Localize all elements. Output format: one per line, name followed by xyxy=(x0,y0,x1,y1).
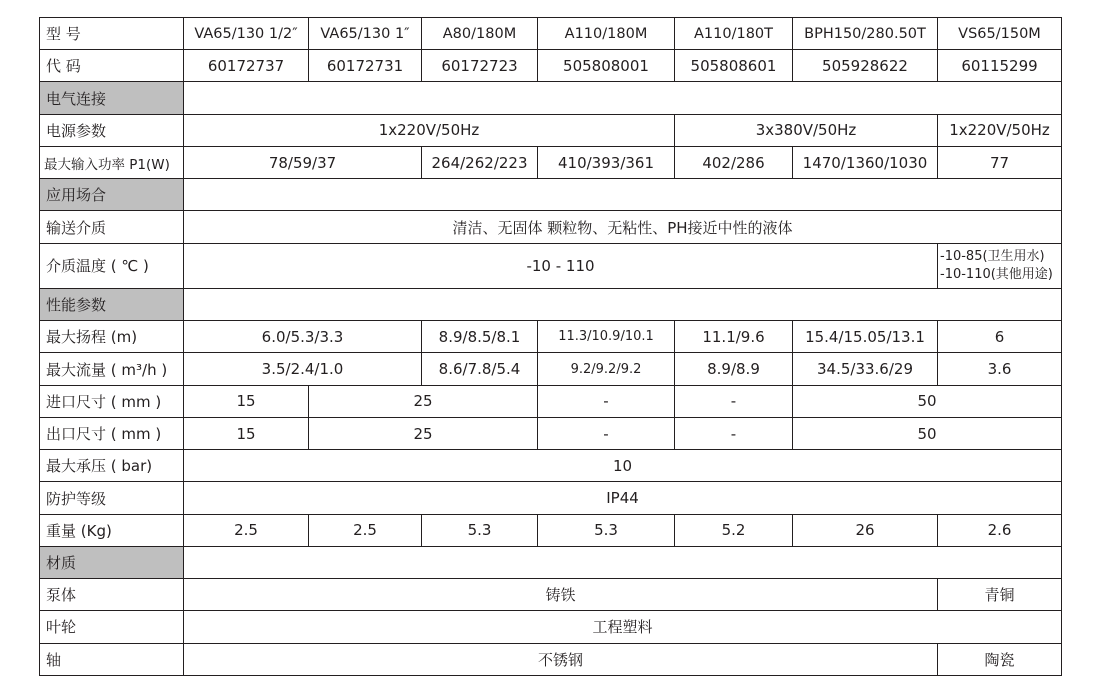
section-header-electrical: 电气连接 xyxy=(40,82,184,114)
weight-label: 重量 (Kg) xyxy=(40,514,184,546)
weight-cell: 2.5 xyxy=(184,514,309,546)
flow-label: 最大流量 ( m³/h ) xyxy=(40,353,184,385)
shaft-label: 轴 xyxy=(40,643,184,675)
flow-cell: 8.9/8.9 xyxy=(675,353,793,385)
section-header-performance: 性能参数 xyxy=(40,288,184,320)
power-row xyxy=(40,114,1062,146)
body-row xyxy=(40,579,1062,611)
impeller-label: 叶轮 xyxy=(40,611,184,643)
model-cell: A80/180M xyxy=(422,18,538,50)
max-power-row xyxy=(40,146,1062,178)
weight-row xyxy=(40,514,1062,546)
inlet-cell: 50 xyxy=(793,385,1062,417)
outlet-cell: 25 xyxy=(309,417,538,449)
body-cell: 铸铁 xyxy=(184,579,938,611)
inlet-cell: 15 xyxy=(184,385,309,417)
shaft-cell: 陶瓷 xyxy=(938,643,1062,675)
section-blank xyxy=(184,288,1062,320)
code-row xyxy=(40,50,1062,82)
protection-row xyxy=(40,482,1062,514)
temperature-row xyxy=(40,243,1062,288)
power-label: 电源参数 xyxy=(40,114,184,146)
weight-cell: 2.5 xyxy=(309,514,422,546)
head-cell: 6.0/5.3/3.3 xyxy=(184,321,422,353)
max-power-cell: 402/286 xyxy=(675,146,793,178)
weight-cell: 5.3 xyxy=(538,514,675,546)
flow-cell: 3.5/2.4/1.0 xyxy=(184,353,422,385)
flow-cell: 9.2/9.2/9.2 xyxy=(538,353,675,385)
outlet-row xyxy=(40,417,1062,449)
section-header-materials: 材质 xyxy=(40,546,184,578)
head-label: 最大扬程 (m) xyxy=(40,321,184,353)
code-cell: 505808001 xyxy=(538,50,675,82)
code-cell: 505808601 xyxy=(675,50,793,82)
weight-cell: 2.6 xyxy=(938,514,1062,546)
outlet-cell: 50 xyxy=(793,417,1062,449)
model-row xyxy=(40,18,1062,50)
shaft-row xyxy=(40,643,1062,675)
temperature-label: 介质温度 ( ℃ ) xyxy=(40,243,184,288)
power-cell: 1x220V/50Hz xyxy=(184,114,675,146)
impeller-cell: 工程塑料 xyxy=(184,611,1062,643)
shaft-cell: 不锈钢 xyxy=(184,643,938,675)
medium-label: 输送介质 xyxy=(40,211,184,243)
head-cell: 11.1/9.6 xyxy=(675,321,793,353)
code-cell: 60172737 xyxy=(184,50,309,82)
protection-cell: IP44 xyxy=(184,482,1062,514)
flow-cell: 8.6/7.8/5.4 xyxy=(422,353,538,385)
section-row-electrical xyxy=(40,82,1062,114)
body-label: 泵体 xyxy=(40,579,184,611)
model-label: 型 号 xyxy=(40,18,184,50)
flow-row xyxy=(40,353,1062,385)
section-row-performance xyxy=(40,288,1062,320)
medium-row xyxy=(40,211,1062,243)
head-row xyxy=(40,321,1062,353)
section-row-application xyxy=(40,179,1062,211)
power-cell: 3x380V/50Hz xyxy=(675,114,938,146)
outlet-cell: - xyxy=(538,417,675,449)
model-cell: BPH150/280.50T xyxy=(793,18,938,50)
outlet-cell: - xyxy=(675,417,793,449)
inlet-cell: - xyxy=(538,385,675,417)
code-cell: 60172723 xyxy=(422,50,538,82)
flow-cell: 3.6 xyxy=(938,353,1062,385)
head-cell: 8.9/8.5/8.1 xyxy=(422,321,538,353)
code-cell: 60115299 xyxy=(938,50,1062,82)
outlet-label: 出口尺寸 ( mm ) xyxy=(40,417,184,449)
pressure-label: 最大承压 ( bar) xyxy=(40,450,184,482)
body-cell: 青铜 xyxy=(938,579,1062,611)
flow-cell: 34.5/33.6/29 xyxy=(793,353,938,385)
section-blank xyxy=(184,82,1062,114)
head-cell: 6 xyxy=(938,321,1062,353)
head-cell: 11.3/10.9/10.1 xyxy=(538,321,675,353)
max-power-cell: 77 xyxy=(938,146,1062,178)
pump-spec-table xyxy=(39,17,1062,676)
temperature-sanitary: -10-85(卫生用水) xyxy=(940,248,1045,264)
weight-cell: 5.2 xyxy=(675,514,793,546)
medium-cell: 清洁、无固体 颗粒物、无粘性、PH接近中性的液体 xyxy=(184,211,1062,243)
outlet-cell: 15 xyxy=(184,417,309,449)
section-header-application: 应用场合 xyxy=(40,179,184,211)
temperature-cell: -10 - 110 xyxy=(184,243,938,288)
section-row-materials xyxy=(40,546,1062,578)
pressure-row xyxy=(40,450,1062,482)
code-label: 代 码 xyxy=(40,50,184,82)
max-power-label: 最大输入功率 P1(W) xyxy=(40,146,184,178)
pressure-cell: 10 xyxy=(184,450,1062,482)
inlet-row xyxy=(40,385,1062,417)
max-power-cell: 264/262/223 xyxy=(422,146,538,178)
temperature-other: -10-110(其他用途) xyxy=(940,266,1053,282)
temperature-vs-cell xyxy=(938,243,1062,288)
max-power-cell: 410/393/361 xyxy=(538,146,675,178)
section-blank xyxy=(184,179,1062,211)
model-cell: VA65/130 1/2″ xyxy=(184,18,309,50)
inlet-cell: - xyxy=(675,385,793,417)
code-cell: 505928622 xyxy=(793,50,938,82)
inlet-cell: 25 xyxy=(309,385,538,417)
power-cell: 1x220V/50Hz xyxy=(938,114,1062,146)
weight-cell: 26 xyxy=(793,514,938,546)
section-blank xyxy=(184,546,1062,578)
protection-label: 防护等级 xyxy=(40,482,184,514)
code-cell: 60172731 xyxy=(309,50,422,82)
model-cell: VS65/150M xyxy=(938,18,1062,50)
head-cell: 15.4/15.05/13.1 xyxy=(793,321,938,353)
model-cell: A110/180T xyxy=(675,18,793,50)
model-cell: A110/180M xyxy=(538,18,675,50)
weight-cell: 5.3 xyxy=(422,514,538,546)
impeller-row xyxy=(40,611,1062,643)
max-power-cell: 78/59/37 xyxy=(184,146,422,178)
model-cell: VA65/130 1″ xyxy=(309,18,422,50)
inlet-label: 进口尺寸 ( mm ) xyxy=(40,385,184,417)
max-power-cell: 1470/1360/1030 xyxy=(793,146,938,178)
